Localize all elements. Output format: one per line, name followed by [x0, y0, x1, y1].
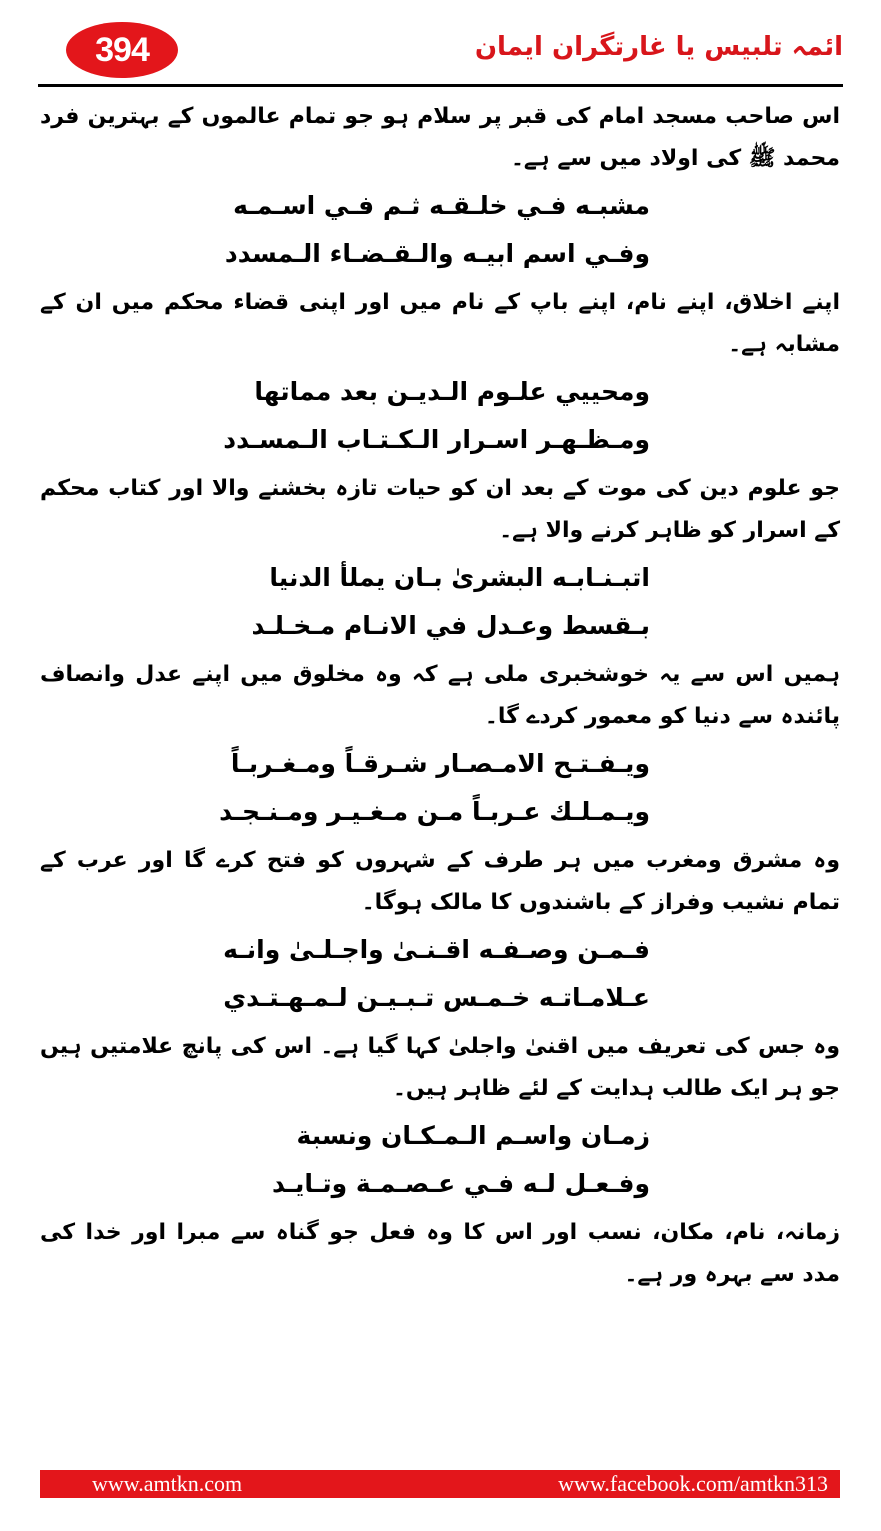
page-footer	[40, 1470, 840, 1498]
verse-line: وفـي اسم ابيـه والـقـضـاء الـمسدد	[224, 239, 650, 268]
verse-line: بـقسط وعـدل في الانـام مـخـلـد	[251, 611, 650, 640]
prose-paragraph: اس صاحب مسجد امام کی قبر پر سلام ہو جو تمام عالموں کے بہترین فرد محمد ﷺ کی اولاد میں سے ہے۔	[40, 104, 840, 171]
verse-line: ويـمـلـك عـربـاً مـن مـغـيـر ومـنـجـد	[219, 797, 650, 826]
verse-line: عـلامـاتـه خـمـس تـبـيـن لـمـهـتـدي	[223, 983, 650, 1012]
prose-paragraph: جو علوم دین کی موت کے بعد ان کو حیات تازہ بخشنے والا اور کتاب محکم کے اسرار کو ظاہر کرنے والا ہے۔	[40, 476, 840, 543]
verse-line: اتبـنـابـه البشرىٰ بـان يملأ الدنيا	[269, 563, 650, 592]
prose-paragraph: اپنے اخلاق، اپنے نام، اپنے باپ کے نام میں اور اپنی قضاء محکم میں ان کے مشابہ ہے۔	[40, 290, 840, 357]
facebook-link[interactable]: www.facebook.com/amtkn313	[558, 1471, 828, 1496]
verse-line: زمـان واسـم الـمـكـان ونسبة	[296, 1121, 650, 1150]
book-title: ائمہ تلبیس یا غارتگران ایمان	[474, 32, 843, 62]
website-link[interactable]: www.amtkn.com	[92, 1471, 243, 1496]
verse-line: مشبـه فـي خلـقـه ثـم فـي اسـمـه	[233, 191, 650, 220]
prose-paragraph: ہمیں اس سے یہ خوشخبری ملی ہے کہ وہ مخلوق میں اپنے عدل وانصاف پائندہ سے دنیا کو معمور کردے گا۔	[40, 662, 840, 729]
prose-paragraph: وہ جس کی تعریف میں اقنیٰ واجلیٰ کہا گیا ہے۔ اس کی پانچ علامتیں ہیں جو ہر ایک طالب ہدایت کے لئے ظاہر ہیں۔	[40, 1034, 840, 1101]
prose-paragraph: زمانہ، نام، مکان، نسب اور اس کا وہ فعل جو گناہ سے مبرا اور خدا کی مدد سے بہرہ ور ہے۔	[40, 1220, 840, 1287]
page-header	[38, 18, 843, 90]
verse-line: فـمـن وصـفـه اقـنـىٰ واجـلـىٰ وانـه	[223, 935, 650, 964]
header-divider	[38, 84, 843, 87]
page-number-badge: 394	[66, 22, 178, 78]
page-body	[40, 92, 840, 1452]
verse-line: وفـعـل لـه فـي عـصـمـة وتـايـد	[271, 1169, 650, 1198]
prose-paragraph: وہ مشرق ومغرب میں ہر طرف کے شہروں کو فتح کرے گا اور عرب کے تمام نشیب وفراز کے باشندوں کا مالک ہوگا۔	[40, 848, 840, 915]
verse-line: ويـفـتـح الامـصـار شـرقـاً ومـغـربـاً	[230, 749, 650, 778]
verse-line: ومـظـهـر اسـرار الـكـتـاب الـمسـدد	[223, 425, 650, 454]
verse-line: ومحييي علـوم الـديـن بعد مماتها	[254, 377, 650, 406]
